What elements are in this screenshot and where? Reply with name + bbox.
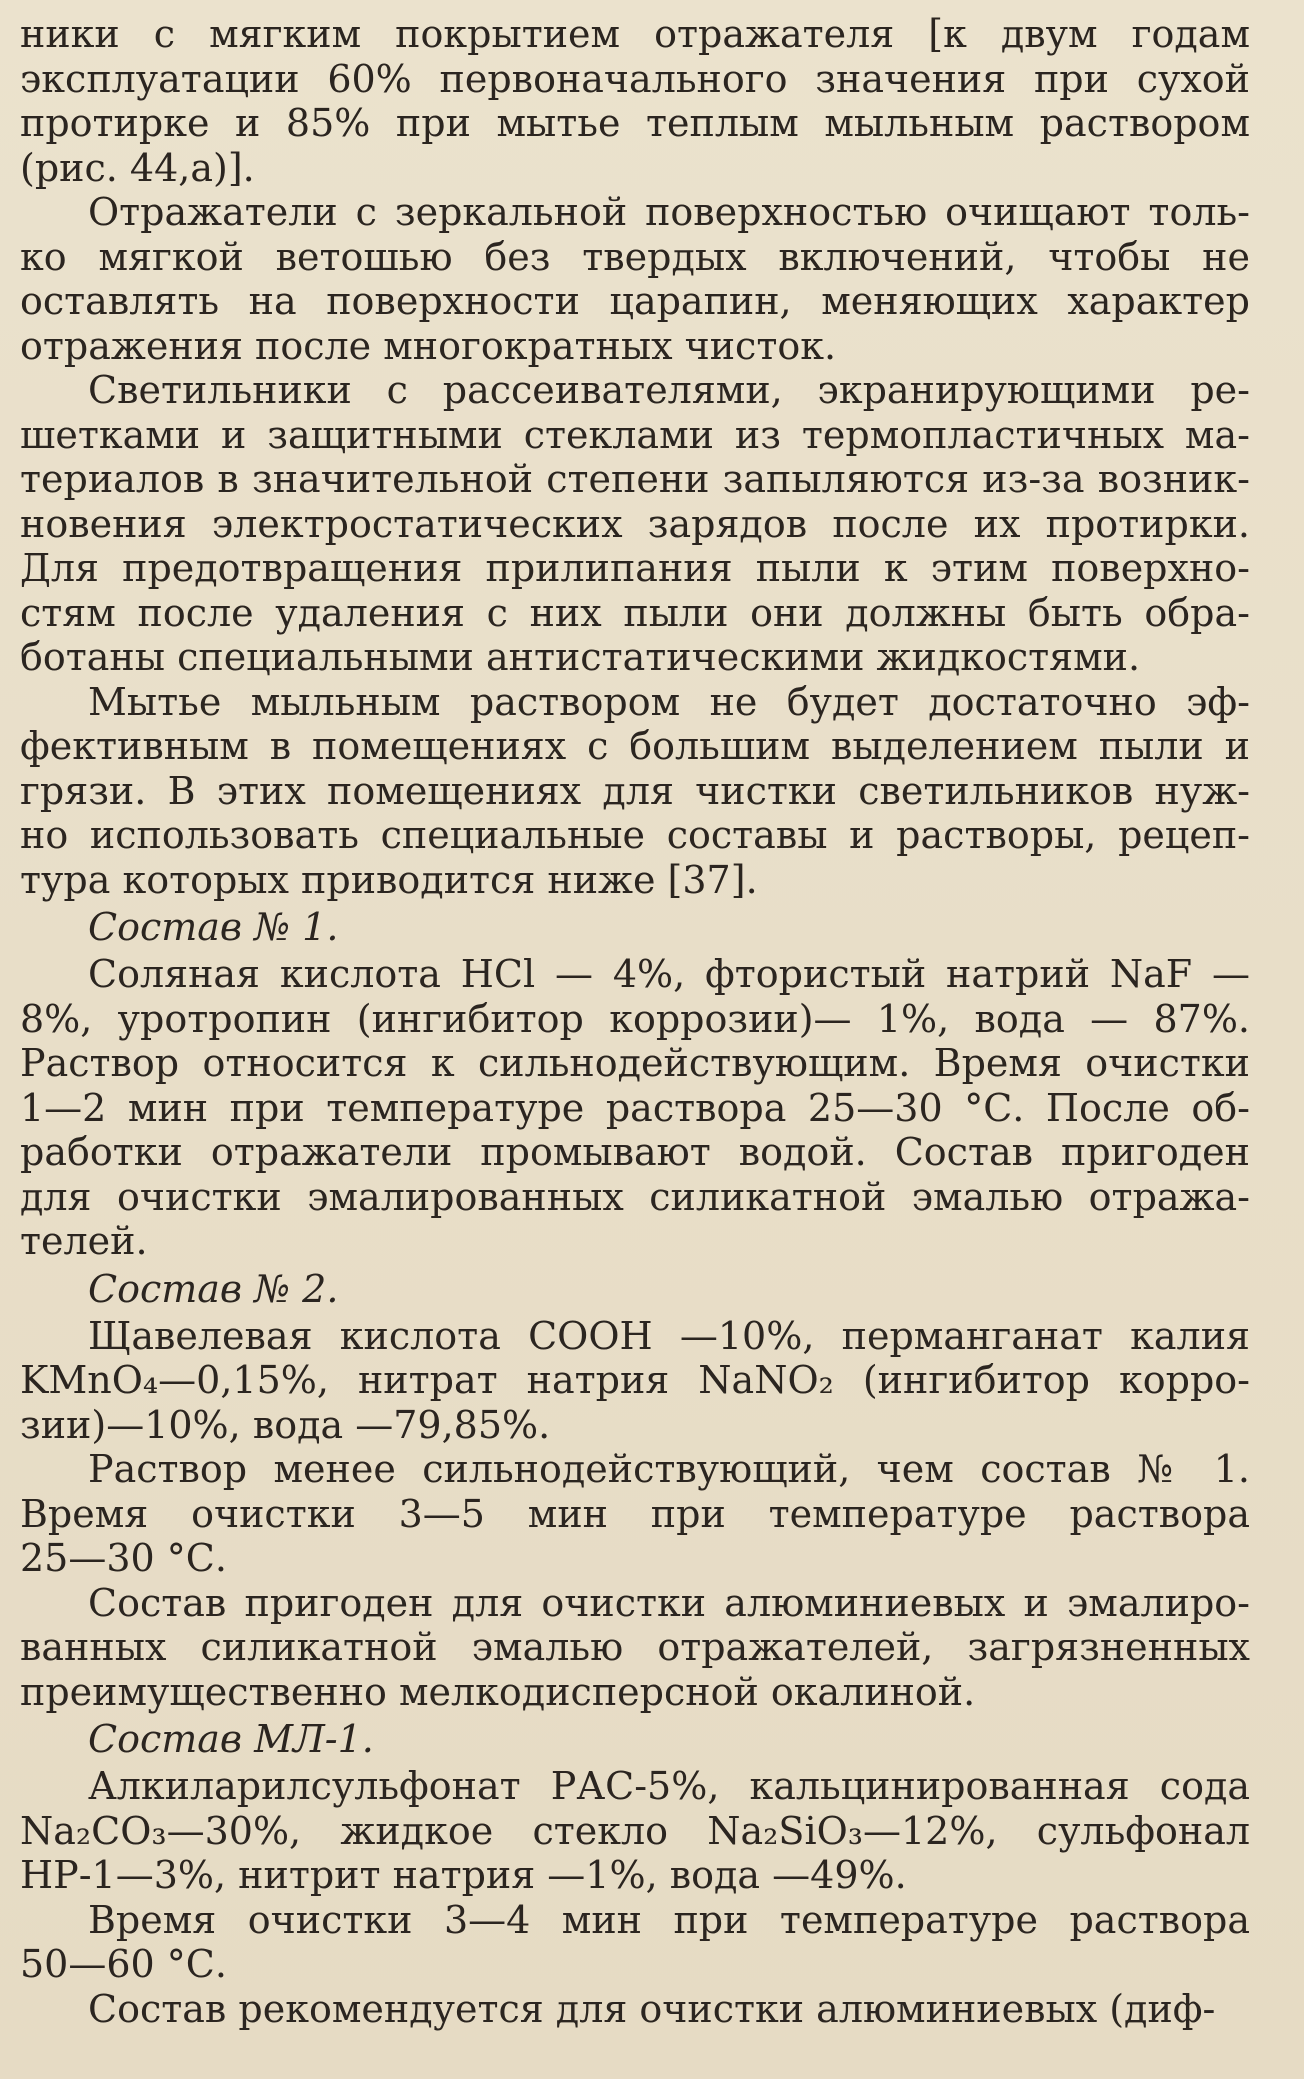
text-line: Состав пригоден для очистки алюминиевых и эмалиро-	[88, 1580, 1250, 1625]
text-line: KMnO₄—0,15%, нитрат натрия NaNO₂ (ингибитор корро-	[20, 1358, 1250, 1402]
text-line: Раствор относится к сильнодействующим. Время очистки	[20, 1041, 1250, 1085]
paragraph	[20, 1764, 1250, 1898]
text-line: эксплуатации 60% первоначального значения при сухой	[20, 56, 1250, 101]
text-line: ко мягкой ветошью без твердых включений, чтобы не	[20, 234, 1250, 279]
text-line: (рис. 44,а)].	[20, 145, 255, 190]
paragraph	[20, 12, 1250, 190]
paragraph	[20, 1314, 1250, 1448]
composition-heading: Состав № 2.	[88, 1266, 339, 1311]
text-line: преимущественно мелкодисперсной окалиной.	[20, 1669, 976, 1714]
text-line: 1—2 мин при температуре раствора 25—30 °С. После об-	[20, 1085, 1250, 1130]
text-line: Состав рекомендуется для очистки алюминиевых (диф-	[88, 1986, 1216, 2031]
text-line: Светильники с рассеивателями, экранирующими ре-	[88, 368, 1250, 412]
text-line: Для предотвращения прилипания пыли к этим поверхно-	[20, 546, 1250, 590]
text-line: териалов в значительной степени запыляются из-за возник-	[20, 457, 1250, 501]
text-line: тура которых приводится ниже [37].	[20, 857, 758, 902]
text-line: Na₂CO₃—30%, жидкое стекло Na₂SiO₃—12%, сульфонал	[20, 1808, 1250, 1853]
paragraph	[20, 1987, 1250, 2032]
text-column	[20, 12, 1250, 2031]
text-line: телей.	[20, 1219, 148, 1263]
text-line: ботаны специальными антистатическими жидкостями.	[20, 635, 1141, 679]
text-line: для очистки эмалированных силикатной эмалью отража-	[20, 1174, 1250, 1219]
text-line: работки отражатели промывают водой. Состав пригоден	[20, 1130, 1250, 1174]
composition-heading: Состав № 1.	[88, 905, 339, 949]
paragraph	[20, 680, 1250, 903]
text-line: ники с мягким покрытием отражателя [к двум годам	[20, 12, 1250, 56]
paragraph	[20, 1447, 1250, 1581]
text-line: фективным в помещениях с большим выделением пыли и	[20, 724, 1250, 768]
paragraph	[20, 1898, 1250, 1987]
paragraph	[20, 952, 1250, 1264]
text-line: Мытье мыльным раствором не будет достаточно эф-	[88, 679, 1250, 724]
composition-section	[20, 902, 1250, 1264]
text-line: Время очистки 3—5 мин при температуре раствора	[20, 1491, 1250, 1536]
text-line: 25—30 °С.	[20, 1536, 227, 1580]
text-line: протирке и 85% при мытье теплым мыльным раствором	[20, 101, 1250, 145]
text-line: зии)—10%, вода —79,85%.	[20, 1402, 551, 1447]
text-line: Отражатели с зеркальной поверхностью очищают толь-	[88, 190, 1250, 234]
composition-section	[20, 1714, 1250, 2031]
text-line: шетками и защитными стеклами из термопластичных ма-	[20, 412, 1250, 457]
text-line: Соляная кислота HCl — 4%, фтористый натрий NaF —	[88, 952, 1250, 996]
text-line: Время очистки 3—4 мин при температуре раствора	[88, 1897, 1250, 1942]
text-line: 8%, уротропин (ингибитор коррозии)— 1%, вода — 87%.	[20, 996, 1250, 1041]
text-line: Щавелевая кислота СООН —10%, перманганат калия	[88, 1313, 1250, 1358]
text-line: отражения после многократных чисток.	[20, 323, 837, 368]
text-line: новения электростатических зарядов после их протирки.	[20, 501, 1250, 546]
text-line: 50—60 °С.	[20, 1942, 227, 1986]
text-line: ванных силикатной эмалью отражателей, загрязненных	[20, 1625, 1250, 1669]
text-line: оставлять на поверхности царапин, меняющих характер	[20, 279, 1250, 323]
composition-section	[20, 1264, 1250, 1715]
composition-heading: Состав МЛ-1.	[88, 1717, 374, 1761]
text-line: НР-1—3%, нитрит натрия —1%, вода —49%.	[20, 1853, 907, 1897]
paragraph	[20, 368, 1250, 680]
text-line: грязи. В этих помещениях для чистки светильников нуж-	[20, 768, 1250, 813]
text-line: стям после удаления с них пыли они должны быть обра-	[20, 590, 1250, 635]
text-line: Алкиларилсульфонат РАС-5%, кальцинированная сода	[88, 1764, 1250, 1808]
text-line: но использовать специальные составы и растворы, рецеп-	[20, 813, 1250, 857]
paragraph	[20, 190, 1250, 368]
paragraph	[20, 1581, 1250, 1715]
text-line: Раствор менее сильнодействующий, чем состав № 1.	[88, 1447, 1250, 1491]
